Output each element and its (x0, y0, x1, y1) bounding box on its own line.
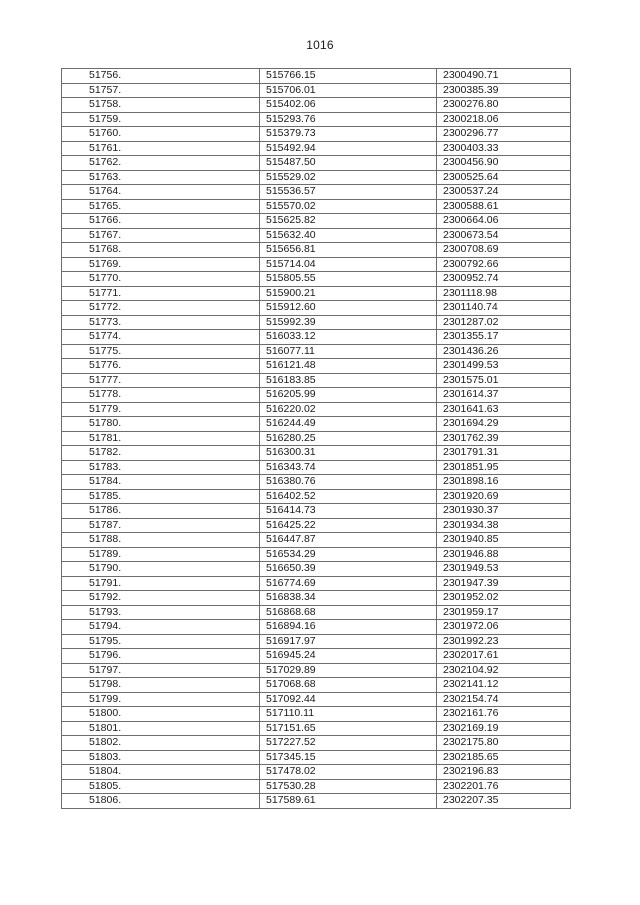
point-number-cell: 51797. (62, 663, 260, 678)
y-coordinate-cell: 2302141.12 (437, 678, 571, 693)
y-coordinate-cell: 2301140.74 (437, 301, 571, 316)
y-coordinate-cell: 2300525.64 (437, 170, 571, 185)
point-number-cell: 51761. (62, 141, 260, 156)
table-row (62, 533, 571, 548)
y-coordinate-cell: 2300537.24 (437, 185, 571, 200)
y-coordinate-cell: 2302201.76 (437, 779, 571, 794)
x-coordinate-cell: 516868.68 (260, 605, 437, 620)
y-coordinate-cell: 2300218.06 (437, 112, 571, 127)
x-coordinate-cell: 515570.02 (260, 199, 437, 214)
point-number-cell: 51798. (62, 678, 260, 693)
table-row (62, 475, 571, 490)
x-coordinate-cell: 515625.82 (260, 214, 437, 229)
y-coordinate-cell: 2301641.63 (437, 402, 571, 417)
y-coordinate-cell: 2302185.65 (437, 750, 571, 765)
y-coordinate-cell: 2301614.37 (437, 388, 571, 403)
table-row (62, 83, 571, 98)
table-row (62, 228, 571, 243)
y-coordinate-cell: 2301436.26 (437, 344, 571, 359)
y-coordinate-cell: 2300276.80 (437, 98, 571, 113)
table-row (62, 504, 571, 519)
y-coordinate-cell: 2300456.90 (437, 156, 571, 171)
coordinates-table (61, 68, 571, 809)
point-number-cell: 51760. (62, 127, 260, 142)
point-number-cell: 51777. (62, 373, 260, 388)
y-coordinate-cell: 2302161.76 (437, 707, 571, 722)
point-number-cell: 51776. (62, 359, 260, 374)
y-coordinate-cell: 2300403.33 (437, 141, 571, 156)
y-coordinate-cell: 2302175.80 (437, 736, 571, 751)
x-coordinate-cell: 517478.02 (260, 765, 437, 780)
point-number-cell: 51767. (62, 228, 260, 243)
point-number-cell: 51791. (62, 576, 260, 591)
x-coordinate-cell: 517151.65 (260, 721, 437, 736)
x-coordinate-cell: 516205.99 (260, 388, 437, 403)
y-coordinate-cell: 2302196.83 (437, 765, 571, 780)
x-coordinate-cell: 515402.06 (260, 98, 437, 113)
table-row (62, 649, 571, 664)
point-number-cell: 51787. (62, 518, 260, 533)
y-coordinate-cell: 2301992.23 (437, 634, 571, 649)
point-number-cell: 51763. (62, 170, 260, 185)
point-number-cell: 51793. (62, 605, 260, 620)
x-coordinate-cell: 516077.11 (260, 344, 437, 359)
point-number-cell: 51771. (62, 286, 260, 301)
point-number-cell: 51799. (62, 692, 260, 707)
y-coordinate-cell: 2300588.61 (437, 199, 571, 214)
x-coordinate-cell: 517589.61 (260, 794, 437, 809)
x-coordinate-cell: 515766.15 (260, 69, 437, 84)
y-coordinate-cell: 2302154.74 (437, 692, 571, 707)
y-coordinate-cell: 2301118.98 (437, 286, 571, 301)
x-coordinate-cell: 516917.97 (260, 634, 437, 649)
table-row (62, 69, 571, 84)
x-coordinate-cell: 515706.01 (260, 83, 437, 98)
x-coordinate-cell: 515529.02 (260, 170, 437, 185)
table-row (62, 547, 571, 562)
table-row (62, 141, 571, 156)
y-coordinate-cell: 2302104.92 (437, 663, 571, 678)
point-number-cell: 51775. (62, 344, 260, 359)
x-coordinate-cell: 515293.76 (260, 112, 437, 127)
point-number-cell: 51764. (62, 185, 260, 200)
point-number-cell: 51784. (62, 475, 260, 490)
point-number-cell: 51803. (62, 750, 260, 765)
point-number-cell: 51786. (62, 504, 260, 519)
x-coordinate-cell: 516534.29 (260, 547, 437, 562)
x-coordinate-cell: 515487.50 (260, 156, 437, 171)
point-number-cell: 51772. (62, 301, 260, 316)
coordinates-table-body (62, 69, 571, 809)
table-row (62, 402, 571, 417)
table-row (62, 373, 571, 388)
table-row (62, 576, 571, 591)
table-row (62, 431, 571, 446)
point-number-cell: 51802. (62, 736, 260, 751)
point-number-cell: 51770. (62, 272, 260, 287)
x-coordinate-cell: 515492.94 (260, 141, 437, 156)
x-coordinate-cell: 515912.60 (260, 301, 437, 316)
point-number-cell: 51800. (62, 707, 260, 722)
y-coordinate-cell: 2301959.17 (437, 605, 571, 620)
x-coordinate-cell: 517227.52 (260, 736, 437, 751)
y-coordinate-cell: 2302017.61 (437, 649, 571, 664)
point-number-cell: 51804. (62, 765, 260, 780)
table-row (62, 156, 571, 171)
point-number-cell: 51757. (62, 83, 260, 98)
table-row (62, 518, 571, 533)
y-coordinate-cell: 2301920.69 (437, 489, 571, 504)
y-coordinate-cell: 2301949.53 (437, 562, 571, 577)
x-coordinate-cell: 516343.74 (260, 460, 437, 475)
table-row (62, 591, 571, 606)
y-coordinate-cell: 2301851.95 (437, 460, 571, 475)
x-coordinate-cell: 515656.81 (260, 243, 437, 258)
x-coordinate-cell: 516220.02 (260, 402, 437, 417)
table-row (62, 692, 571, 707)
x-coordinate-cell: 515805.55 (260, 272, 437, 287)
table-row (62, 663, 571, 678)
table-row (62, 359, 571, 374)
table-row (62, 460, 571, 475)
table-row (62, 446, 571, 461)
y-coordinate-cell: 2300385.39 (437, 83, 571, 98)
table-row (62, 707, 571, 722)
table-row (62, 214, 571, 229)
x-coordinate-cell: 516894.16 (260, 620, 437, 635)
table-row (62, 272, 571, 287)
point-number-cell: 51759. (62, 112, 260, 127)
x-coordinate-cell: 515632.40 (260, 228, 437, 243)
x-coordinate-cell: 516183.85 (260, 373, 437, 388)
table-row (62, 330, 571, 345)
point-number-cell: 51766. (62, 214, 260, 229)
point-number-cell: 51806. (62, 794, 260, 809)
table-row (62, 765, 571, 780)
x-coordinate-cell: 515900.21 (260, 286, 437, 301)
table-row (62, 257, 571, 272)
x-coordinate-cell: 517068.68 (260, 678, 437, 693)
x-coordinate-cell: 517029.89 (260, 663, 437, 678)
x-coordinate-cell: 516945.24 (260, 649, 437, 664)
y-coordinate-cell: 2301898.16 (437, 475, 571, 490)
y-coordinate-cell: 2301972.06 (437, 620, 571, 635)
y-coordinate-cell: 2301762.39 (437, 431, 571, 446)
y-coordinate-cell: 2301694.29 (437, 417, 571, 432)
table-row (62, 199, 571, 214)
table-row (62, 750, 571, 765)
table-row (62, 170, 571, 185)
x-coordinate-cell: 516121.48 (260, 359, 437, 374)
y-coordinate-cell: 2300296.77 (437, 127, 571, 142)
point-number-cell: 51801. (62, 721, 260, 736)
y-coordinate-cell: 2301946.88 (437, 547, 571, 562)
table-row (62, 344, 571, 359)
y-coordinate-cell: 2300664.06 (437, 214, 571, 229)
x-coordinate-cell: 515714.04 (260, 257, 437, 272)
table-row (62, 301, 571, 316)
point-number-cell: 51789. (62, 547, 260, 562)
y-coordinate-cell: 2302169.19 (437, 721, 571, 736)
point-number-cell: 51794. (62, 620, 260, 635)
point-number-cell: 51790. (62, 562, 260, 577)
table-row (62, 620, 571, 635)
point-number-cell: 51758. (62, 98, 260, 113)
point-number-cell: 51795. (62, 634, 260, 649)
x-coordinate-cell: 515992.39 (260, 315, 437, 330)
point-number-cell: 51769. (62, 257, 260, 272)
x-coordinate-cell: 516447.87 (260, 533, 437, 548)
page-number: 1016 (306, 38, 334, 52)
x-coordinate-cell: 517345.15 (260, 750, 437, 765)
y-coordinate-cell: 2301952.02 (437, 591, 571, 606)
table-row (62, 388, 571, 403)
y-coordinate-cell: 2300952.74 (437, 272, 571, 287)
table-row (62, 489, 571, 504)
x-coordinate-cell: 516280.25 (260, 431, 437, 446)
table-row (62, 243, 571, 258)
x-coordinate-cell: 517110.11 (260, 707, 437, 722)
point-number-cell: 51762. (62, 156, 260, 171)
x-coordinate-cell: 517530.28 (260, 779, 437, 794)
point-number-cell: 51805. (62, 779, 260, 794)
table-row (62, 562, 571, 577)
y-coordinate-cell: 2301575.01 (437, 373, 571, 388)
point-number-cell: 51788. (62, 533, 260, 548)
table-row (62, 185, 571, 200)
table-row (62, 678, 571, 693)
table-row (62, 98, 571, 113)
table-row (62, 417, 571, 432)
x-coordinate-cell: 516402.52 (260, 489, 437, 504)
x-coordinate-cell: 516300.31 (260, 446, 437, 461)
y-coordinate-cell: 2301791.31 (437, 446, 571, 461)
point-number-cell: 51779. (62, 402, 260, 417)
point-number-cell: 51774. (62, 330, 260, 345)
point-number-cell: 51783. (62, 460, 260, 475)
y-coordinate-cell: 2301934.38 (437, 518, 571, 533)
y-coordinate-cell: 2300708.69 (437, 243, 571, 258)
table-row (62, 721, 571, 736)
y-coordinate-cell: 2301940.85 (437, 533, 571, 548)
y-coordinate-cell: 2301930.37 (437, 504, 571, 519)
y-coordinate-cell: 2301499.53 (437, 359, 571, 374)
point-number-cell: 51785. (62, 489, 260, 504)
x-coordinate-cell: 515379.73 (260, 127, 437, 142)
point-number-cell: 51782. (62, 446, 260, 461)
table-row (62, 315, 571, 330)
point-number-cell: 51773. (62, 315, 260, 330)
x-coordinate-cell: 516244.49 (260, 417, 437, 432)
x-coordinate-cell: 517092.44 (260, 692, 437, 707)
y-coordinate-cell: 2302207.35 (437, 794, 571, 809)
y-coordinate-cell: 2300673.54 (437, 228, 571, 243)
table-row (62, 794, 571, 809)
x-coordinate-cell: 516414.73 (260, 504, 437, 519)
y-coordinate-cell: 2301947.39 (437, 576, 571, 591)
table-row (62, 605, 571, 620)
point-number-cell: 51796. (62, 649, 260, 664)
point-number-cell: 51778. (62, 388, 260, 403)
table-row (62, 286, 571, 301)
point-number-cell: 51780. (62, 417, 260, 432)
table-row (62, 127, 571, 142)
y-coordinate-cell: 2300490.71 (437, 69, 571, 84)
y-coordinate-cell: 2301355.17 (437, 330, 571, 345)
point-number-cell: 51765. (62, 199, 260, 214)
y-coordinate-cell: 2300792.66 (437, 257, 571, 272)
x-coordinate-cell: 516838.34 (260, 591, 437, 606)
x-coordinate-cell: 516033.12 (260, 330, 437, 345)
x-coordinate-cell: 516774.69 (260, 576, 437, 591)
point-number-cell: 51768. (62, 243, 260, 258)
x-coordinate-cell: 516380.76 (260, 475, 437, 490)
point-number-cell: 51792. (62, 591, 260, 606)
point-number-cell: 51781. (62, 431, 260, 446)
table-row (62, 779, 571, 794)
table-row (62, 634, 571, 649)
x-coordinate-cell: 515536.57 (260, 185, 437, 200)
x-coordinate-cell: 516425.22 (260, 518, 437, 533)
table-row (62, 736, 571, 751)
table-row (62, 112, 571, 127)
x-coordinate-cell: 516650.39 (260, 562, 437, 577)
point-number-cell: 51756. (62, 69, 260, 84)
y-coordinate-cell: 2301287.02 (437, 315, 571, 330)
